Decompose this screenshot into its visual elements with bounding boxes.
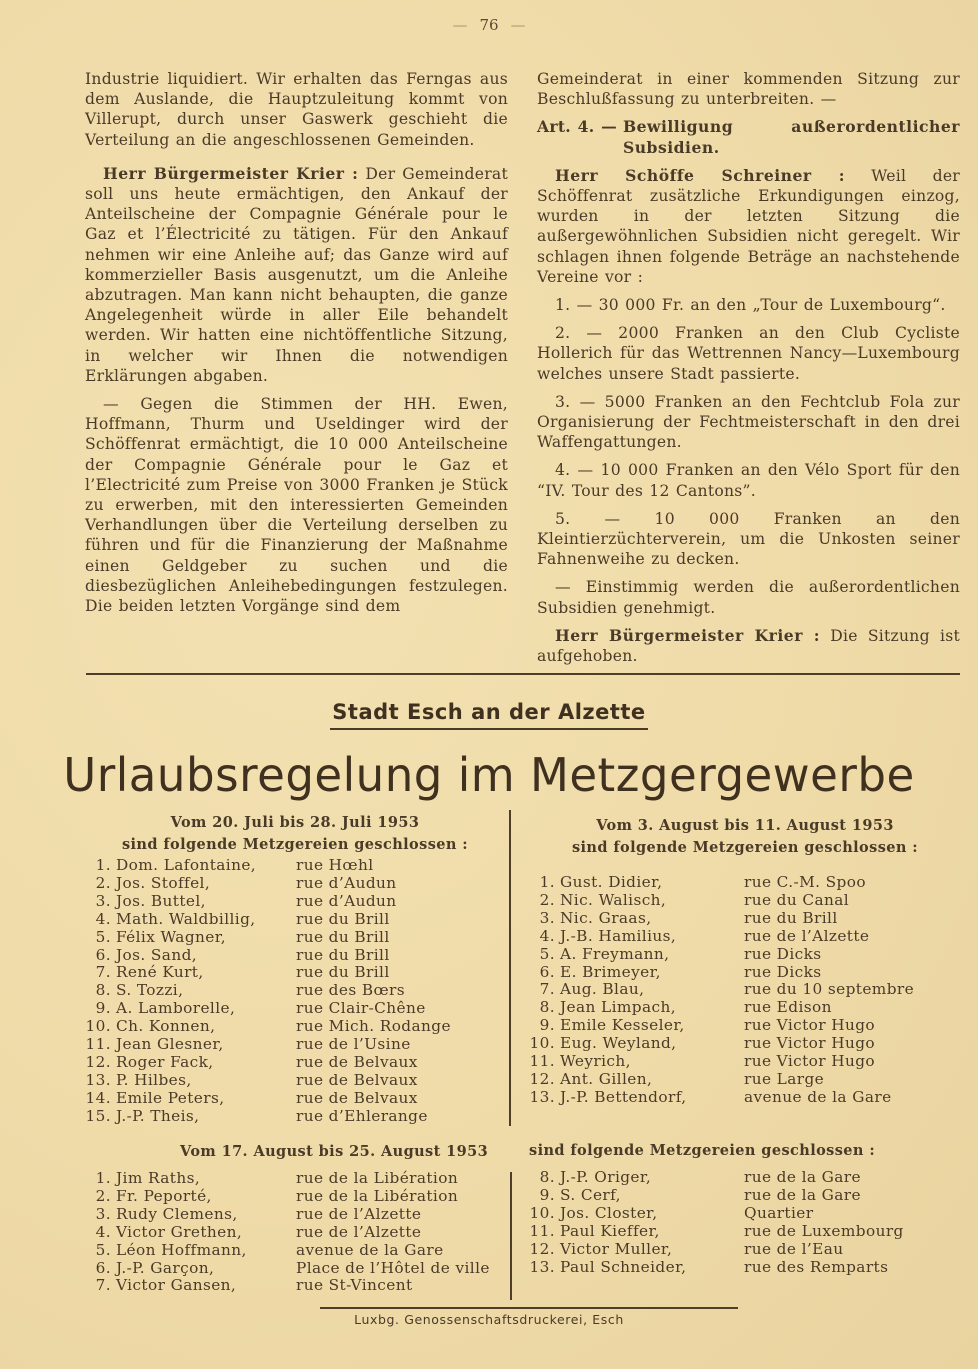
shop-entry	[85, 1108, 451, 1126]
shop-owner: Jim Raths,	[116, 1169, 201, 1187]
shop-street: rue du Brill	[296, 945, 390, 964]
shop-number: 2.	[95, 873, 111, 892]
article-number: Art. 4. —	[537, 117, 617, 137]
period-2-dates: Vom 3. August bis 11. August 1953	[596, 817, 894, 834]
shop-street: rue de l’Eau	[744, 1239, 844, 1258]
shop-number: 1.	[95, 856, 111, 874]
shop-number: 12.	[529, 1069, 555, 1088]
shop-owner: Jos. Buttel,	[116, 891, 206, 910]
shop-street: rue du Brill	[296, 963, 390, 982]
shop-street: rue Dicks	[744, 962, 822, 981]
shop-entry	[85, 1188, 490, 1206]
shop-number: 4.	[95, 1222, 111, 1241]
shop-entry	[529, 1089, 914, 1107]
shop-number: 11.	[529, 1052, 555, 1071]
subsidy-item: 5. — 10 000 Franken an den Kleintierzüchterverein, um die Unkosten seiner Fahnenweihe zu decken.	[537, 509, 960, 569]
shop-owner: Eug. Weyland,	[560, 1034, 677, 1053]
shop-street: avenue de la Gare	[744, 1087, 892, 1106]
right-paragraph-1: Gemeinderat in einer kommenden Sitzung zur Beschlußfassung zu unterbreiten. —	[537, 70, 960, 109]
shop-number: 4.	[539, 926, 555, 945]
shop-entry	[85, 929, 451, 947]
dash-right: —	[510, 16, 526, 34]
shop-number: 5.	[539, 944, 555, 963]
shop-owner: S. Cerf,	[560, 1185, 621, 1204]
shop-owner: Jos. Closter,	[560, 1203, 658, 1222]
shop-entry	[85, 1054, 451, 1072]
shop-number: 8.	[539, 1168, 555, 1186]
shop-street: rue de la Libération	[296, 1186, 459, 1205]
period-3-dates: Vom 17. August bis 25. August 1953	[180, 1143, 489, 1160]
left-paragraph-1: Industrie liquidiert. Wir erhalten das Ferngas aus dem Auslande, die Hauptzuleitung kommt von Villerupt, durch unser Gaswerk geschieht die Verteilung an die angeschlossenen Gemeinden.	[85, 70, 508, 149]
shop-owner: A. Freymann,	[560, 944, 670, 963]
shop-owner: Math. Waldbillig,	[116, 909, 256, 928]
period-3-subtitle: sind folgende Metzgereien geschlossen :	[529, 1142, 876, 1159]
shop-entry	[529, 1017, 914, 1035]
period-1-dates: Vom 20. Juli bis 28. Juli 1953	[170, 814, 420, 831]
shop-number: 15.	[85, 1106, 111, 1125]
shop-owner: P. Hilbes,	[116, 1070, 192, 1089]
shop-street: rue de la Libération	[296, 1169, 459, 1187]
period-1-subtitle: sind folgende Metzgereien geschlossen :	[121, 836, 469, 853]
shop-owner: Rudy Clemens,	[116, 1204, 238, 1223]
shop-owner: J.-P. Bettendorf,	[560, 1087, 687, 1106]
shop-number: 7.	[95, 1276, 111, 1295]
right-column	[537, 69, 960, 674]
shop-owner: Jos. Sand,	[116, 945, 198, 964]
shop-owner: Jos. Stoffel,	[116, 873, 211, 892]
shop-street: rue de Belvaux	[296, 1070, 418, 1089]
footer-rule	[320, 1307, 738, 1309]
shop-owner: A. Lamborelle,	[116, 999, 236, 1018]
shop-owner: Emile Kesseler,	[560, 1016, 685, 1035]
shop-street: rue d’Audun	[296, 873, 397, 892]
shop-number: 9.	[539, 1185, 555, 1204]
shop-number: 9.	[539, 1016, 555, 1035]
shop-entry	[85, 1170, 490, 1188]
period-2-subtitle: sind folgende Metzgereien geschlossen :	[571, 839, 919, 856]
speech-text: Die Sitzung ist aufgehoben.	[537, 626, 960, 666]
shop-street: rue des Remparts	[744, 1257, 889, 1276]
shop-street: rue Victor Hugo	[744, 1034, 876, 1053]
period-1-list	[85, 857, 451, 1126]
shop-entry	[529, 1223, 904, 1241]
shop-number: 5.	[95, 927, 111, 946]
shop-owner: Jean Glesner,	[116, 1035, 224, 1054]
shop-owner: Paul Schneider,	[560, 1257, 687, 1276]
shop-owner: Félix Wagner,	[116, 927, 227, 946]
shop-entry	[85, 1260, 490, 1278]
shop-entry	[85, 875, 451, 893]
shop-number: 11.	[529, 1221, 555, 1240]
notice-title: Urlaubsregelung im Metzgergewerbe	[63, 748, 915, 802]
shop-number: 8.	[539, 998, 555, 1017]
shop-number: 6.	[95, 945, 111, 964]
left-column	[85, 69, 508, 624]
shop-street: rue du Brill	[744, 908, 838, 927]
shop-owner: Victor Muller,	[560, 1239, 673, 1258]
shop-street: avenue de la Gare	[296, 1240, 444, 1259]
shop-number: 1.	[95, 1169, 111, 1187]
shop-number: 6.	[539, 962, 555, 981]
shop-number: 11.	[85, 1035, 111, 1054]
shop-entry	[85, 964, 451, 982]
shop-number: 10.	[85, 1017, 111, 1036]
shop-street: rue d’Ehlerange	[296, 1106, 428, 1125]
shop-entry	[529, 1241, 904, 1259]
shop-street: rue de l’Alzette	[744, 926, 870, 945]
period-3-list-right	[529, 1169, 904, 1276]
left-paragraph-2	[85, 164, 508, 386]
shop-owner: J.-P. Origer,	[560, 1168, 652, 1186]
shop-number: 13.	[85, 1070, 111, 1089]
right-paragraph-3: — Einstimmig werden die außerordentlichen Subsidien genehmigt.	[537, 578, 960, 617]
shop-street: rue Victor Hugo	[744, 1052, 876, 1071]
page-number	[0, 16, 978, 34]
shop-street: rue Dicks	[744, 944, 822, 963]
shop-number: 12.	[85, 1052, 111, 1071]
shop-street: rue de la Gare	[744, 1185, 861, 1204]
shop-owner: Dom. Lafontaine,	[116, 856, 257, 874]
shop-entry	[85, 857, 451, 875]
shop-number: 4.	[95, 909, 111, 928]
notice-heading-text: Stadt Esch an der Alzette	[330, 700, 647, 730]
shop-owner: J.-P. Garçon,	[116, 1258, 215, 1277]
shop-number: 13.	[529, 1257, 555, 1276]
shop-street: rue Mich. Rodange	[296, 1017, 451, 1036]
shop-entry	[529, 1035, 914, 1053]
shop-owner: Weyrich,	[560, 1052, 631, 1071]
shop-number: 14.	[85, 1088, 111, 1107]
shop-street: rue Large	[744, 1069, 825, 1088]
shop-street: rue de Belvaux	[296, 1088, 418, 1107]
dash-left: —	[452, 16, 468, 34]
period-3-list-left	[85, 1170, 490, 1295]
shop-owner: René Kurt,	[116, 963, 204, 982]
shop-owner: Nic. Graas,	[560, 908, 652, 927]
shop-owner: J.-B. Hamilius,	[560, 926, 677, 945]
shop-street: rue du Brill	[296, 909, 390, 928]
shop-entry	[529, 874, 914, 892]
speaker-name: Herr Schöffe Schreiner :	[555, 165, 845, 185]
shop-street: rue Hœhl	[296, 856, 374, 874]
shop-number: 3.	[95, 1204, 111, 1223]
shop-number: 7.	[95, 963, 111, 982]
shop-entry	[85, 947, 451, 965]
printer-imprint: Luxbg. Genossenschaftsdruckerei, Esch	[354, 1312, 624, 1327]
shop-owner: Victor Grethen,	[116, 1222, 243, 1241]
shop-street: rue du Brill	[296, 927, 390, 946]
right-paragraph-2	[537, 166, 960, 287]
speech-text: Der Gemeinderat soll uns heute ermächtigen, den Ankauf der Anteilscheine der Compagnie Générale pour le Gaz et l’Électricité zu tätigen. Für den Ankauf nehmen wir eine Anleihe auf; das Ganze wird auf kommerzieller Basis ausgenutzt, um die Anleihe abzutragen. Man kann nicht behaupten, die ganze Angelegenheit würde in aller Eile behandelt werden. Wir hatten eine nichtöffentliche Sitzung, in welcher wir Ihnen die notwendigen Erklärungen abgaben.	[85, 164, 508, 385]
notice-heading	[0, 700, 978, 730]
shop-owner: Victor Gansen,	[116, 1276, 237, 1295]
shop-owner: Ant. Gillen,	[560, 1069, 653, 1088]
right-paragraph-4	[537, 626, 960, 666]
subsidy-item: 2. — 2000 Franken an den Club Cycliste Hollerich für das Wettrennen Nancy—Luxembourg welches unsere Stadt passierte.	[537, 324, 960, 383]
shop-entry	[85, 1072, 451, 1090]
shop-street: rue de Belvaux	[296, 1052, 418, 1071]
shop-entry	[529, 981, 914, 999]
shop-street: Place de l’Hôtel de ville	[296, 1258, 490, 1277]
shop-street: rue de la Gare	[744, 1168, 861, 1186]
shop-entry	[529, 1053, 914, 1071]
shop-owner: Léon Hoffmann,	[116, 1240, 247, 1259]
shop-street: rue Victor Hugo	[744, 1016, 876, 1035]
subsidy-item: 1. — 30 000 Fr. an den „Tour de Luxembourg“.	[555, 296, 946, 315]
speech-text: Weil der Schöffenrat zusätzliche Erkundigungen einzog, wurden in der letzten Sitzung die außergewöhnlichen Subsidien nicht geregelt. Wir schlagen ihnen folgende Beträge an nachstehende Vereine vor :	[537, 166, 960, 286]
shop-street: rue du Canal	[744, 890, 850, 909]
shop-entry	[529, 946, 914, 964]
shop-street: rue de l’Usine	[296, 1035, 411, 1054]
shop-street: rue de Luxembourg	[744, 1221, 904, 1240]
shop-street: rue St-Vincent	[296, 1276, 413, 1295]
shop-entry	[85, 1018, 451, 1036]
shop-owner: Nic. Walisch,	[560, 890, 667, 909]
shop-entry	[529, 1071, 914, 1089]
shop-number: 5.	[95, 1240, 111, 1259]
shop-entry	[85, 982, 451, 1000]
shop-number: 13.	[529, 1087, 555, 1106]
shop-street: rue de l’Alzette	[296, 1204, 422, 1223]
shop-number: 1.	[539, 873, 555, 891]
shop-street: rue Clair-Chêne	[296, 999, 426, 1018]
shop-entry	[529, 999, 914, 1017]
shop-entry	[85, 1277, 490, 1295]
period-2-header	[525, 815, 965, 859]
shop-owner: S. Tozzi,	[116, 981, 184, 1000]
shop-number: 7.	[539, 980, 555, 999]
shop-entry	[85, 1242, 490, 1260]
shop-street: rue d’Audun	[296, 891, 397, 910]
shop-owner: Gust. Didier,	[560, 873, 663, 891]
shop-street: Quartier	[744, 1203, 814, 1222]
shop-entry	[529, 1169, 904, 1187]
shop-street: rue C.-M. Spoo	[744, 873, 866, 891]
shop-owner: Jean Limpach,	[560, 998, 676, 1017]
shop-entry	[529, 1205, 904, 1223]
shop-street: rue du 10 septembre	[744, 980, 915, 999]
shop-owner: Roger Fack,	[116, 1052, 214, 1071]
page-number-value: 76	[479, 16, 499, 34]
shop-entry	[529, 928, 914, 946]
shop-owner: Emile Peters,	[116, 1088, 225, 1107]
shop-entry	[85, 911, 451, 929]
shop-street: rue de l’Alzette	[296, 1222, 422, 1241]
shop-entry	[529, 964, 914, 982]
shop-number: 9.	[95, 999, 111, 1018]
shop-owner: Paul Kieffer,	[560, 1221, 660, 1240]
shop-entry	[529, 1259, 904, 1277]
shop-number: 3.	[539, 908, 555, 927]
left-paragraph-3: — Gegen die Stimmen der HH. Ewen, Hoffmann, Thurm und Useldinger wird der Schöffenrat ermächtigt, die 10 000 Anteilscheine der Compagnie Générale pour le Gaz et l’Electricité zum Preise von 3000 Franken je Stück zu erwerben, mit den interessierten Gemeinden Verhandlungen über die Verteilung derselben zu führen und für die Finanzierung der Maßnahme einen Geldgeber zu suchen und die diesbezüglichen Anleihebedingungen festzulegen. Die beiden letzten Vorgänge sind dem	[85, 395, 508, 616]
shop-entry	[85, 893, 451, 911]
shop-owner: Fr. Peporté,	[116, 1186, 212, 1205]
shop-owner: Aug. Blau,	[560, 980, 645, 999]
period-2-list	[529, 874, 914, 1107]
shop-owner: J.-P. Theis,	[116, 1106, 200, 1125]
shop-number: 6.	[95, 1258, 111, 1277]
speaker-name: Herr Bürgermeister Krier :	[103, 163, 359, 183]
section-divider	[86, 673, 960, 675]
column-divider	[510, 1172, 512, 1300]
shop-entry	[85, 1206, 490, 1224]
shop-number: 2.	[539, 890, 555, 909]
shop-entry	[85, 1224, 490, 1242]
shop-entry	[529, 892, 914, 910]
shop-street: rue Edison	[744, 998, 832, 1017]
shop-number: 8.	[95, 981, 111, 1000]
shop-number: 2.	[95, 1186, 111, 1205]
subsidy-item: 3. — 5000 Franken an den Fechtclub Fola zur Organisierung der Fechtmeisterschaft in den drei Waffengattungen.	[537, 392, 960, 452]
shop-entry	[529, 1187, 904, 1205]
shop-entry	[85, 1000, 451, 1018]
speaker-name: Herr Bürgermeister Krier :	[555, 625, 821, 645]
shop-street: rue des Bœrs	[296, 981, 405, 1000]
subsidy-item: 4. — 10 000 Franken an den Vélo Sport für den “IV. Tour des 12 Cantons”.	[537, 461, 960, 500]
shop-entry	[529, 910, 914, 928]
article-heading	[537, 117, 960, 157]
shop-number: 3.	[95, 891, 111, 910]
shop-number: 10.	[529, 1034, 555, 1053]
period-1-header	[85, 812, 505, 856]
shop-entry	[85, 1036, 451, 1054]
shop-number: 10.	[529, 1203, 555, 1222]
column-divider	[509, 810, 511, 1126]
shop-owner: E. Brimeyer,	[560, 962, 661, 981]
shop-number: 12.	[529, 1239, 555, 1258]
shop-owner: Ch. Konnen,	[116, 1017, 216, 1036]
shop-entry	[85, 1090, 451, 1108]
article-title: Bewilligung außerordentlicher Subsidien.	[622, 117, 960, 157]
